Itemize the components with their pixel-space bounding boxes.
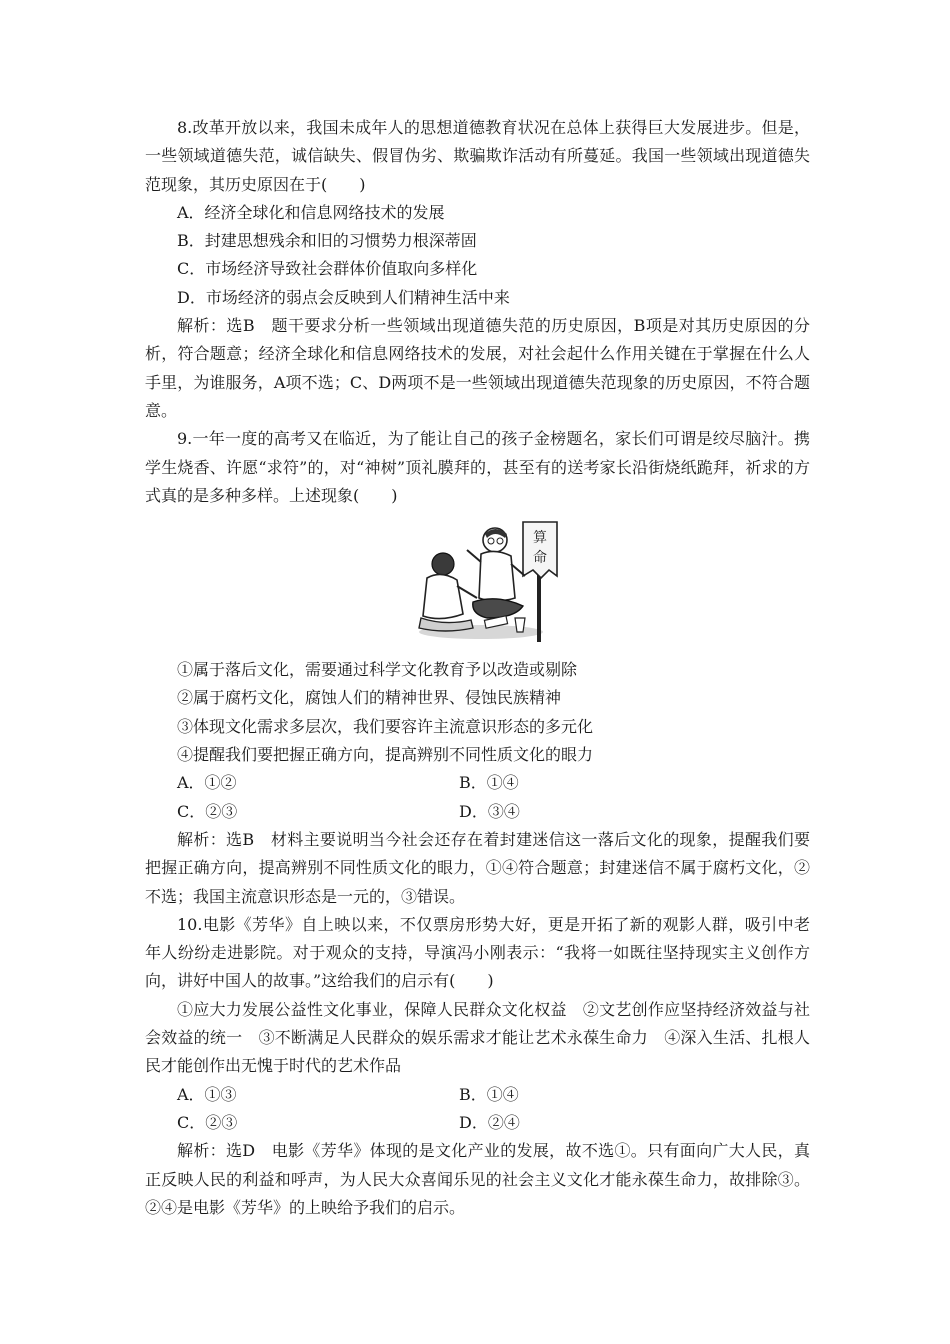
question-10-options-row-1 bbox=[145, 1081, 810, 1109]
question-8-option-d: D．市场经济的弱点会反映到人们精神生活中来 bbox=[177, 287, 510, 307]
question-10-statements: ①应大力发展公益性文化事业，保障人民群众文化权益 ②文艺创作应坚持经济效益与社会效益的统一 ③不断满足人民群众的娱乐需求才能让艺术永葆生命力 ④深入生活、扎根人民才能创作出无愧于时代的艺术作品 bbox=[145, 999, 810, 1076]
question-9-statement-3: ③体现文化需求多层次，我们要容许主流意识形态的多元化 bbox=[177, 716, 594, 736]
question-9-statement-4: ④提醒我们要把握正确方向，提高辨别不同性质文化的眼力 bbox=[177, 745, 594, 765]
question-9-statement-2: ②属于腐朽文化，腐蚀人们的精神世界、侵蚀民族精神 bbox=[177, 688, 562, 708]
question-10 bbox=[145, 911, 810, 1222]
sign-char-2: 命 bbox=[533, 550, 547, 567]
question-10-options-row-2 bbox=[145, 1109, 810, 1137]
question-9-analysis: 解析：选B 材料主要说明当今社会还存在着封建迷信这一落后文化的现象，提醒我们要把握正确方向，提高辨别不同性质文化的眼力，①④符合题意；封建迷信不属于腐朽文化，②不选；我国主流意识形态是一元的，③错误。 bbox=[145, 829, 810, 906]
question-8-option-b: B．封建思想残余和旧的习惯势力根深蒂固 bbox=[177, 231, 477, 251]
question-10-option-a: A．①③ bbox=[177, 1084, 237, 1104]
document-body bbox=[145, 114, 810, 1222]
question-10-option-c: C．②③ bbox=[177, 1112, 238, 1132]
question-10-stem: 10.电影《芳华》自上映以来，不仅票房形势大好，更是开拓了新的观影人群，吸引中老年人纷纷走进影院。对于观众的支持，导演冯小刚表示：“我将一如既往坚持现实主义创作方向，讲好中国人的故事。”这给我们的启示有( ) bbox=[145, 914, 810, 991]
question-9-statement-1: ①属于落后文化，需要通过科学文化教育予以改造或剔除 bbox=[177, 660, 578, 680]
question-9-option-b: B．①④ bbox=[459, 773, 519, 793]
question-9-options-row-2 bbox=[145, 798, 810, 826]
question-10-option-d: D．②④ bbox=[459, 1112, 520, 1132]
question-9 bbox=[145, 425, 810, 911]
question-9-option-c: C．②③ bbox=[177, 801, 238, 821]
question-9-stem: 9.一年一度的高考又在临近，为了能让自己的孩子金榜题名，家长们可谓是绞尽脑汁。携学生烧香、许愿“求符”的，对“神树”顶礼膜拜的，甚至有的送考家长沿街烧纸跪拜，祈求的方式真的是多种多样。上述现象( ) bbox=[145, 429, 810, 505]
question-9-option-d: D．③④ bbox=[459, 801, 520, 821]
question-8-option-c: C．市场经济导致社会群体价值取向多样化 bbox=[177, 259, 478, 279]
question-9-option-a: A．①② bbox=[177, 773, 237, 793]
question-10-option-b: B．①④ bbox=[459, 1084, 519, 1104]
fortune-telling-illustration bbox=[145, 514, 810, 654]
question-8-analysis: 解析：选B 题干要求分析一些领域出现道德失范的历史原因，B项是对其历史原因的分析，符合题意；经济全球化和信息网络技术的发展，对社会起什么作用关键在于掌握在什么人手里，为谁服务，A项不选；C、D两项不是一些领域出现道德失范现象的历史原因，不符合题意。 bbox=[145, 316, 810, 420]
question-9-options-row-1 bbox=[145, 769, 810, 797]
question-8-stem: 8.改革开放以来，我国未成年人的思想道德教育状况在总体上获得巨大发展进步。但是，一些领域道德失范，诚信缺失、假冒伪劣、欺骗欺诈活动有所蔓延。我国一些领域出现道德失范现象，其历史原因在于( ) bbox=[145, 118, 810, 194]
sign-char-1: 算 bbox=[533, 530, 547, 547]
question-8-option-a: A．经济全球化和信息网络技术的发展 bbox=[177, 202, 445, 222]
question-8 bbox=[145, 114, 810, 425]
fortune-teller-drawing bbox=[411, 514, 561, 650]
question-10-analysis: 解析：选D 电影《芳华》体现的是文化产业的发展，故不选①。只有面向广大人民，真正反映人民的利益和呼声，为人民大众喜闻乐见的社会主义文化才能永葆生命力，故排除③。②④是电影《芳华》的上映给予我们的启示。 bbox=[145, 1141, 810, 1217]
